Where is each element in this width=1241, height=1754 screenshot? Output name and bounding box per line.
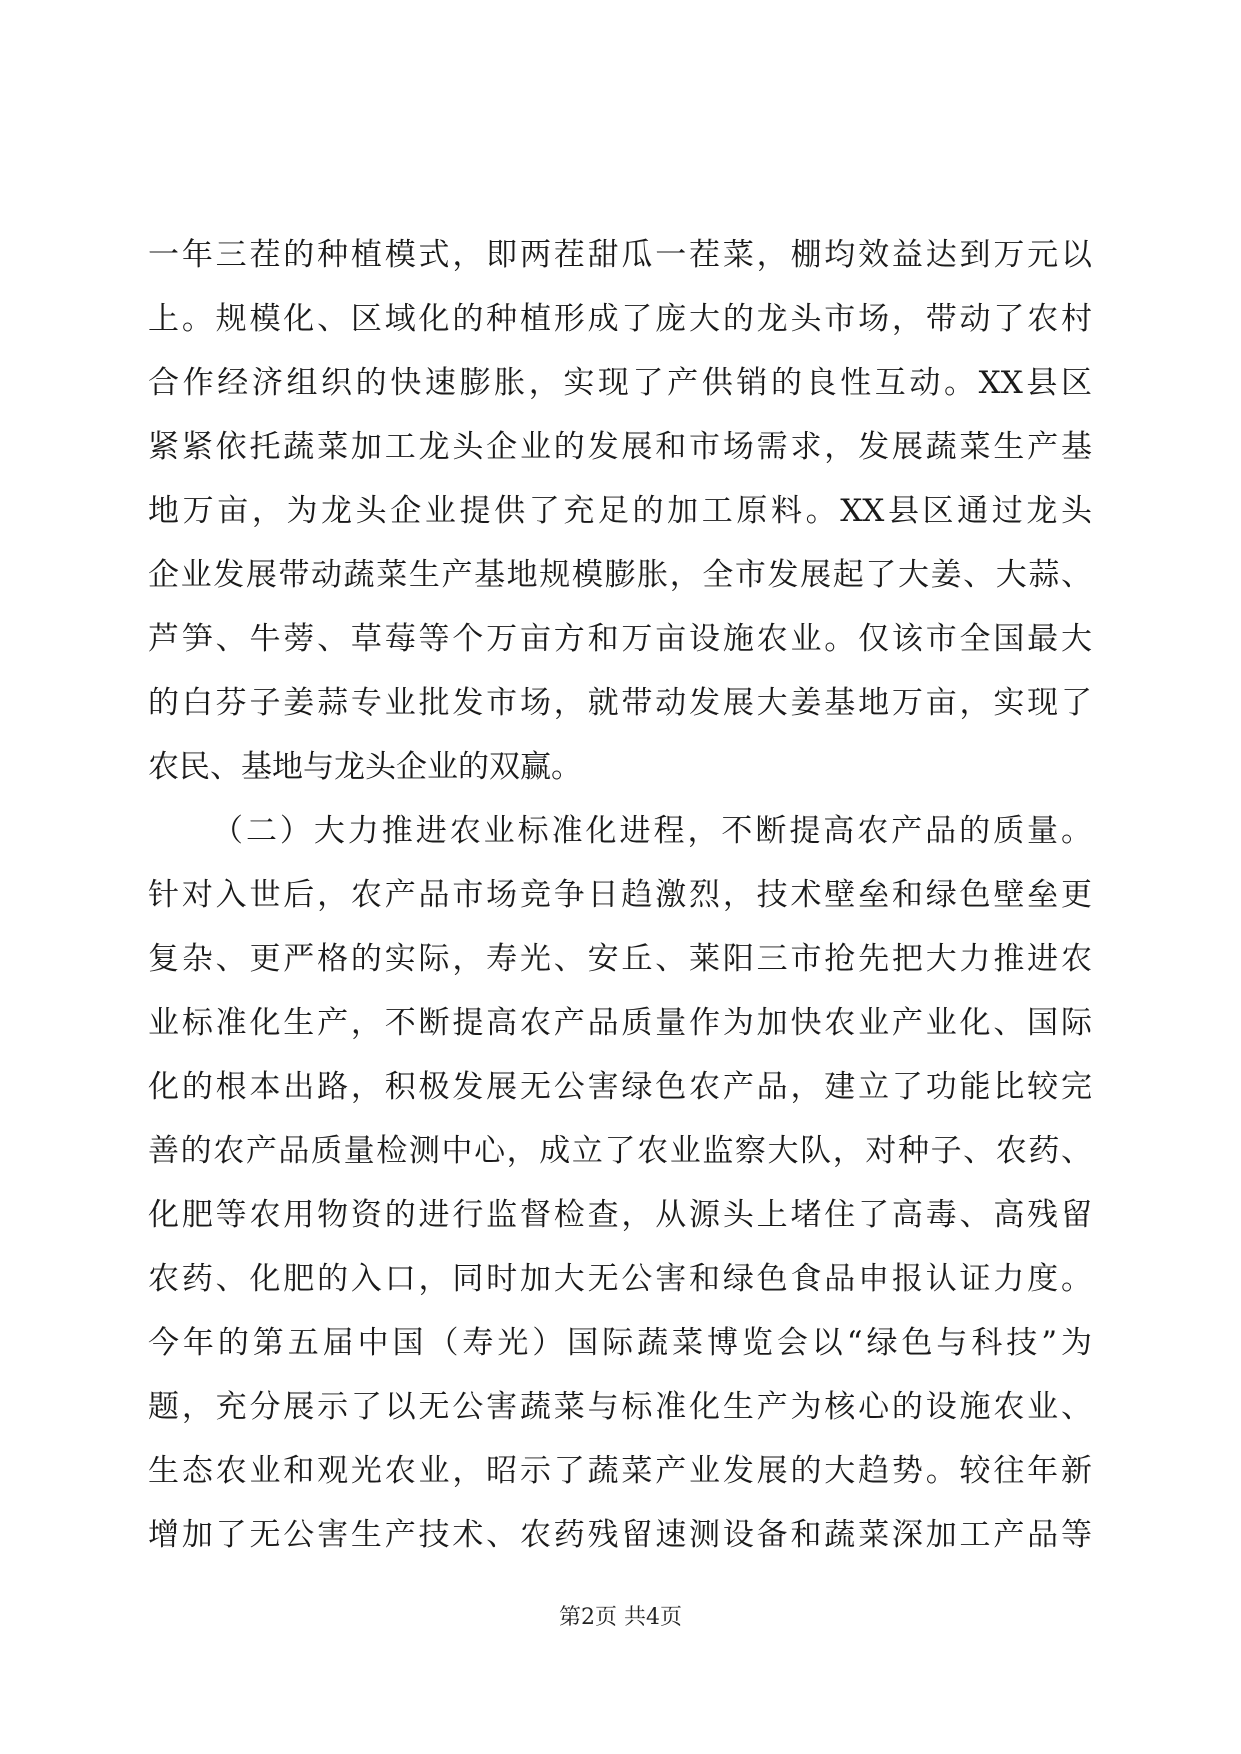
paragraph-line-21: 增加了无公害生产技术、农药残留速测设备和蔬菜深加工产品等 <box>148 1517 1092 1553</box>
paragraph-line-15: 善的农产品质量检测中心，成立了农业监察大队，对种子、农药、 <box>148 1133 1092 1169</box>
paragraph-line-18: 今年的第五届中国（寿光）国际蔬菜博览会以“绿色与科技”为 <box>148 1325 1092 1361</box>
paragraph-line-19: 题，充分展示了以无公害蔬菜与标准化生产为核心的设施农业、 <box>148 1389 1092 1425</box>
paragraph-line-9: 农民、基地与龙头企业的双赢。 <box>148 749 582 785</box>
paragraph-line-20: 生态农业和观光农业，昭示了蔬菜产业发展的大趋势。较往年新 <box>148 1453 1092 1489</box>
paragraph-line-3: 合作经济组织的快速膨胀，实现了产供销的良性互动。XX县区 <box>148 365 1092 401</box>
paragraph-line-4: 紧紧依托蔬菜加工龙头企业的发展和市场需求，发展蔬菜生产基 <box>148 429 1092 465</box>
paragraph-line-11: 针对入世后，农产品市场竞争日趋激烈，技术壁垒和绿色壁垒更 <box>148 877 1092 913</box>
section-heading-line: （二）大力推进农业标准化进程，不断提高农产品的质量。 <box>212 813 1092 849</box>
paragraph-line-8: 的白芬子姜蒜专业批发市场，就带动发展大姜基地万亩，实现了 <box>148 685 1092 721</box>
page-footer: 第2页 共4页 <box>559 1605 682 1630</box>
paragraph-line-14: 化的根本出路，积极发展无公害绿色农产品，建立了功能比较完 <box>148 1069 1092 1105</box>
paragraph-line-16: 化肥等农用物资的进行监督检查，从源头上堵住了高毒、高残留 <box>148 1197 1092 1233</box>
paragraph-line-6: 企业发展带动蔬菜生产基地规模膨胀，全市发展起了大姜、大蒜、 <box>148 557 1092 593</box>
paragraph-line-13: 业标准化生产，不断提高农产品质量作为加快农业产业化、国际 <box>148 1005 1092 1041</box>
paragraph-line-2: 上。规模化、区域化的种植形成了庞大的龙头市场，带动了农村 <box>148 301 1092 337</box>
paragraph-line-1: 一年三茬的种植模式，即两茬甜瓜一茬菜，棚均效益达到万元以 <box>148 237 1092 273</box>
paragraph-line-12: 复杂、更严格的实际，寿光、安丘、莱阳三市抢先把大力推进农 <box>148 941 1092 977</box>
paragraph-line-7: 芦笋、牛蒡、草莓等个万亩方和万亩设施农业。仅该市全国最大 <box>148 621 1092 657</box>
paragraph-line-17: 农药、化肥的入口，同时加大无公害和绿色食品申报认证力度。 <box>148 1261 1092 1297</box>
paragraph-line-5: 地万亩，为龙头企业提供了充足的加工原料。XX县区通过龙头 <box>148 493 1092 529</box>
